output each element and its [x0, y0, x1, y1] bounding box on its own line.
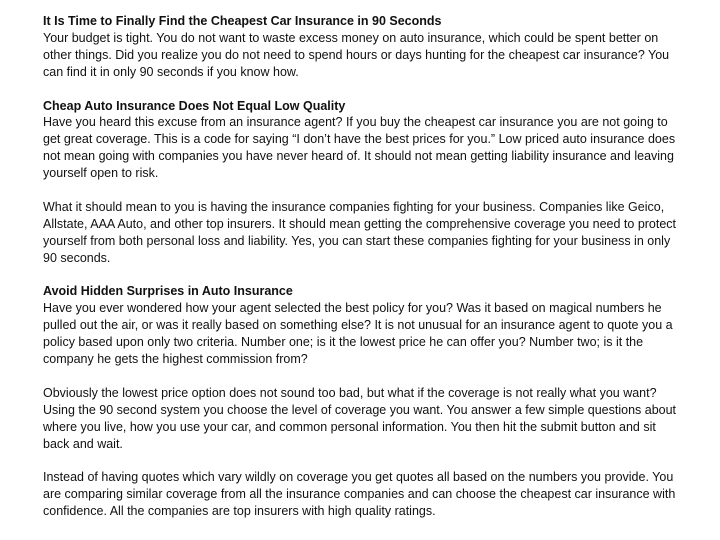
section-paragraph: Have you heard this excuse from an insurance agent? If you buy the cheapest car insurance you are not going to get great coverage. This is a code for saying “I don’t have the best prices for you.” Low priced auto insurance does not mean going with companies you have never heard of. It should not mean getting liability insurance and leaving yourself open to risk. [43, 115, 676, 181]
section-hidden-surprises [43, 283, 683, 368]
section-paragraph: What it should mean to you is having the insurance companies fighting for your business. Companies like Geico, Allstate, AAA Auto, and other top insurers. It should mean getting the comprehensive coverage you need to protect yourself from both personal loss and liability. Yes, you can start these companies fighting for your business in only 90 seconds. [43, 199, 677, 265]
section-companies-fighting [43, 199, 683, 267]
document-page [43, 13, 683, 537]
section-paragraph: Have you ever wondered how your agent selected the best policy for you? Was it based on magical numbers he pulled out the air, or was it really based on something else? It is not unusual for an insurance agent to quote you a policy based upon only two criteria. Number one; is it the lowest price he can offer you? Number two; is it the company he gets the highest commission from? [43, 301, 673, 367]
section-paragraph: Instead of having quotes which vary wildly on coverage you get quotes all based on the numbers you provide. You are comparing similar coverage from all the insurance companies and can choose the cheapest car insurance with confidence. All the companies are top insurers with high quality ratings. [43, 470, 676, 519]
section-cheapest-car-insurance [43, 13, 683, 81]
section-heading: Avoid Hidden Surprises in Auto Insurance [43, 284, 293, 299]
section-heading: Cheap Auto Insurance Does Not Equal Low Quality [43, 98, 346, 113]
section-paragraph: Your budget is tight. You do not want to waste excess money on auto insurance, which could be spent better on other things. Did you realize you do not need to spend hours or days hunting for the cheapest car insurance? You can find it in only 90 seconds if you know how. [43, 30, 670, 79]
section-similar-coverage [43, 469, 683, 520]
section-lowest-price-option [43, 385, 683, 453]
section-paragraph: Obviously the lowest price option does not sound too bad, but what if the coverage is not really what you want? Using the 90 second system you choose the level of coverage you want. You answer a few simple questions about where you live, how you use your car, and common personal information. You then hit the submit button and sit back and wait. [43, 385, 677, 451]
section-cheap-not-low-quality [43, 98, 683, 183]
section-heading: It Is Time to Finally Find the Cheapest Car Insurance in 90 Seconds [43, 14, 442, 28]
